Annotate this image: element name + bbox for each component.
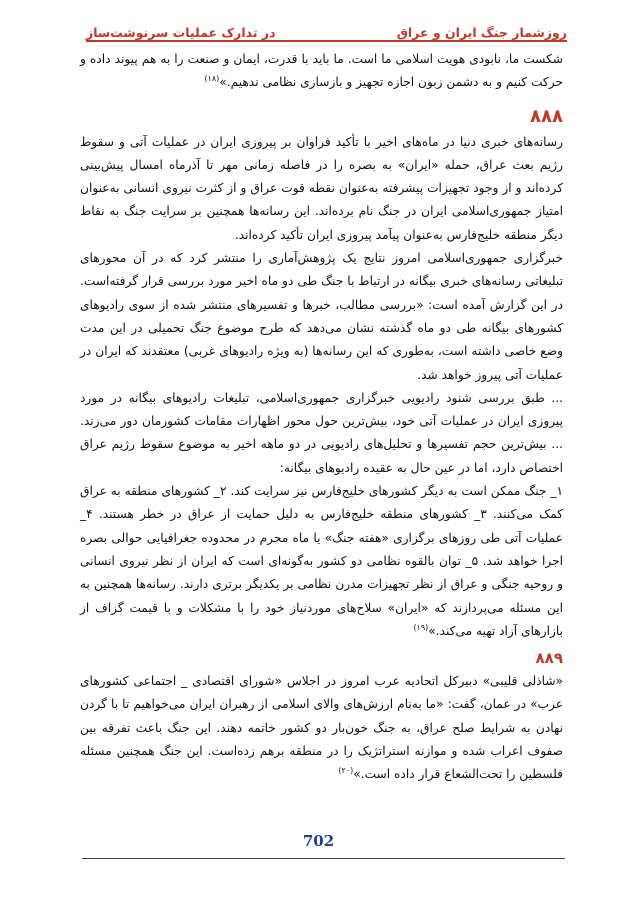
- entry-number: ۸۸۹: [535, 649, 563, 668]
- footnote-marker: (۲۰): [338, 766, 354, 776]
- page-body: [80, 48, 563, 787]
- book-title: روزشمار جنگ ایران و عراق: [396, 25, 567, 40]
- footer-rule: [82, 858, 565, 859]
- entry-paragraph: ... طبق بررسی شنود رادیویی خبرگزاری جمهوری‌اسلامی، تبلیغات رادیوهای بیگانه در مورد پیروزی ایران در عملیات آتی خود، بیش‌ترین حول محور اظهارات مقامات کشورمان دور می‌زند. ... بیش‌ترین حجم تفسیرها و تحلیل‌های رادیویی در دو ماهه اخیر به موضوع سقوط رژیم عراق اختصاص دارد، اما در عین حال به عقیده رادیوهای بیگانه:: [80, 390, 563, 475]
- entry-number: ۸۸۸: [530, 105, 563, 127]
- header-rule: [86, 40, 567, 42]
- page-number: 702: [302, 832, 335, 850]
- entry-paragraph: خبرگزاری جمهوری‌اسلامی امروز نتایج یک پژوهش‌آماری را منتشر کرد که در آن محورهای تبلیغاتی رسانه‌های خبری بیگانه در ارتباط با جنگ طی دو ماه اخیر مورد بررسی قرار گرفته‌است. در این گزارش آمده است: «بررسی مطالب، خبرها و تفسیرهای منتشر شده از سوی رادیوهای کشورهای بیگانه طی دو ماه گذشته نشان می‌دهد که طرح موضوع جنگ تحمیلی در این مدت وضع خاصی داشته است، به‌طوری که این رسانه‌ها (به ویژه رادیوهای غربی) معتقدند که ایران در عملیات آتی پیروز خواهد شد.: [80, 251, 563, 382]
- section-title: در تدارک عملیات سرنوشت‌ساز: [86, 25, 276, 40]
- footnote-marker: (۱۸): [204, 74, 220, 84]
- continuation-paragraph: شکست ما، نابودی هویت اسلامی ما است. ما باید با قدرت، ایمان و صنعت را به هم پیوند داده و حرکت کنیم و به دشمن زبون اجازه تجهیز و بازسازی نظامی ندهیم.»$^{(۱۸)}$: [80, 52, 563, 90]
- entry-paragraph: «شاذلی قلیبی» دبیرکل اتحادیه عرب امروز در اجلاس «شورای اقتصادی _ اجتماعی کشورهای عرب» در عمان، گفت: «ما به‌نام ارزش‌های والای اسلامی از رهبران ایران می‌خواهیم تا با گردن نهادن به شرایط صلح عراق، به جنگ خون‌بار دو کشور خاتمه دهند. این جنگ باعث تفرقه بین صفوف اعراب شده و موازنه استراتژیک را در منطقه برهم زده‌است. این جنگ همچنین مسئله فلسطین را تحت‌الشعاع قرار داده است.»$^{(۲۰)}$: [80, 674, 563, 782]
- entry-paragraph: رسانه‌های خبری دنیا در ماه‌های اخیر با تأکید فراوان بر پیروزی ایران در عملیات آتی و سقوط رژیم بعث عراق، حمله «ایران» به بصره را در فاصله زمانی مهر تا آذرماه امسال پیش‌بینی کرده‌اند و از وجود تجهیزات پیشرفته به‌عنوان نقطه قوت عراق و از کثرت نیروی انسانی به‌عنوان امتیاز جمهوری‌اسلامی ایران در جنگ نام برده‌اند. این رسانه‌ها همچنین بر سرایت جنگ به نقاط دیگر منطقه خلیج‌فارس به‌عنوان پیآمد پیروزی ایران تأکید کرده‌اند.: [80, 134, 563, 242]
- running-header: [86, 14, 567, 40]
- footnote-marker: (۱۹): [413, 622, 429, 632]
- entry-paragraph: ۱_ جنگ ممکن است به دیگر کشورهای خلیج‌فارس نیز سرایت کند. ۲_ کشورهای منطقه به عراق کمک می‌کنند. ۳_ کشورهای منطقه خلیج‌فارس به دلیل حمایت از عراق در خطر هستند. ۴_ عملیات آتی طی روزهای برگزاری «هفته جنگ» یا ماه محرم در محدوده جغرافیایی حوالی بصره اجرا خواهد شد. ۵_ توان بالقوه نظامی دو کشور به‌گونه‌ای است که ایران از نظر نیروی انسانی و روحیه جنگی و عراق از نظر تجهیزات مدرن نظامی بر یکدیگر برتری دارند. رسانه‌ها همچنین به این مسئله می‌پردازند که «ایران» سلاح‌های موردنیاز خود را با مشکلات و با قیمت گزاف از بازارهای آزاد تهیه می‌کند.»$^{(۱۹)}$: [80, 484, 563, 638]
